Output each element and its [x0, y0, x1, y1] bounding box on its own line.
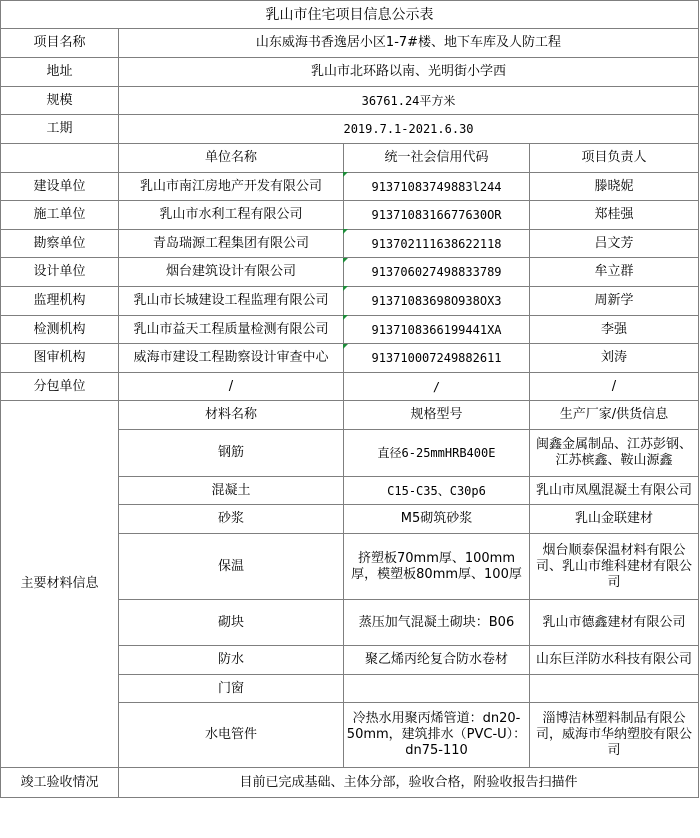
unit-manager: 李强: [530, 316, 699, 344]
completion-value: 目前已完成基础、主体分部，验收合格，附验收报告扫描件: [119, 768, 699, 798]
material-spec: 挤塑板70mm厚、100mm厚，模塑板80mm厚、100厚: [344, 534, 530, 600]
unit-name: 乳山市水利工程有限公司: [119, 201, 344, 230]
unit-role: 分包单位: [1, 373, 119, 401]
material-name: 钢筋: [119, 430, 344, 477]
materials-header-row: [1, 401, 699, 430]
cell-marker: [343, 315, 348, 320]
material-name: 混凝土: [119, 477, 344, 505]
address-value: 乳山市北环路以南、光明街小学西: [119, 58, 699, 87]
sheet-title: 乳山市住宅项目信息公示表: [1, 1, 699, 29]
material-spec: M5砌筑砂浆: [344, 505, 530, 534]
unit-name: 乳山市益天工程质量检测有限公司: [119, 316, 344, 344]
unit-name: 青岛瑞源工程集团有限公司: [119, 230, 344, 258]
unit-name: /: [119, 373, 344, 401]
material-supplier: 淄博洁林塑料制品有限公司，威海市华纳塑胶有限公司: [530, 703, 699, 768]
address-label: 地址: [1, 58, 119, 87]
cell-marker: [343, 344, 348, 349]
unit-row: [1, 230, 699, 258]
period-value: 2019.7.1-2021.6.30: [119, 115, 699, 144]
material-spec-header: 规格型号: [344, 401, 530, 430]
project-name-label: 项目名称: [1, 29, 119, 58]
unit-credit-code: 913710007249882611: [344, 344, 530, 373]
material-supplier: 乳山市凤凰混凝土有限公司: [530, 477, 699, 505]
unit-role: 勘察单位: [1, 230, 119, 258]
material-spec: C15-C35、C30p6: [344, 477, 530, 505]
unit-manager: 吕文芳: [530, 230, 699, 258]
material-name: 砌块: [119, 600, 344, 646]
unit-role: 设计单位: [1, 258, 119, 287]
material-supplier: 山东巨洋防水科技有限公司: [530, 646, 699, 675]
material-name: 保温: [119, 534, 344, 600]
project-name-row: [1, 29, 699, 58]
credit-code-header: 统一社会信用代码: [344, 144, 530, 173]
unit-row: [1, 344, 699, 373]
material-name-header: 材料名称: [119, 401, 344, 430]
material-spec: 蒸压加气混凝土砌块：B06: [344, 600, 530, 646]
materials-section-label: 主要材料信息: [1, 401, 119, 768]
material-spec: 冷热水用聚丙烯管道：dn20-50mm，建筑排水（PVC-U）：dn75-110: [344, 703, 530, 768]
unit-manager: 周新学: [530, 287, 699, 316]
cell-marker: [343, 258, 348, 263]
units-header-blank: [1, 144, 119, 173]
material-supplier: 烟台顺泰保温材料有限公司、乳山市维科建材有限公司: [530, 534, 699, 600]
unit-credit-code: 9137108316677630OR: [344, 201, 530, 230]
material-supplier: 闽鑫金属制品、江苏彭钢、江苏槟鑫、鞍山源鑫: [530, 430, 699, 477]
unit-credit-code: 913702111638622118: [344, 230, 530, 258]
unit-manager: /: [530, 373, 699, 401]
material-name: 砂浆: [119, 505, 344, 534]
scale-value: 36761.24平方米: [119, 87, 699, 115]
cell-marker: [343, 172, 348, 177]
unit-manager: 郑桂强: [530, 201, 699, 230]
unit-manager: 滕晓妮: [530, 173, 699, 201]
material-spec: [344, 675, 530, 703]
project-name-value: 山东威海书香逸居小区1-7#楼、地下车库及人防工程: [119, 29, 699, 58]
unit-name-header: 单位名称: [119, 144, 344, 173]
completion-label: 竣工验收情况: [1, 768, 119, 798]
material-supplier: 乳山市德鑫建材有限公司: [530, 600, 699, 646]
unit-role: 检测机构: [1, 316, 119, 344]
unit-row: [1, 316, 699, 344]
unit-role: 建设单位: [1, 173, 119, 201]
cell-marker: [343, 229, 348, 234]
unit-row: [1, 201, 699, 230]
unit-name: 烟台建筑设计有限公司: [119, 258, 344, 287]
unit-row: [1, 373, 699, 401]
unit-role: 监理机构: [1, 287, 119, 316]
unit-role: 施工单位: [1, 201, 119, 230]
material-supplier-header: 生产厂家/供货信息: [530, 401, 699, 430]
title-row: [1, 1, 699, 29]
material-supplier: [530, 675, 699, 703]
unit-row: [1, 258, 699, 287]
unit-role: 图审机构: [1, 344, 119, 373]
unit-credit-code: 91371083749883l244: [344, 173, 530, 201]
unit-credit-code: 913706027498833789: [344, 258, 530, 287]
unit-credit-code: /: [344, 373, 530, 401]
unit-name: 威海市建设工程勘察设计审查中心: [119, 344, 344, 373]
material-spec: 聚乙烯丙纶复合防水卷材: [344, 646, 530, 675]
unit-credit-code: 9137108366199441XA: [344, 316, 530, 344]
material-spec: 直径6-25mmHRB400E: [344, 430, 530, 477]
units-header-row: [1, 144, 699, 173]
period-label: 工期: [1, 115, 119, 144]
unit-manager: 牟立群: [530, 258, 699, 287]
scale-row: [1, 87, 699, 115]
unit-manager: 刘涛: [530, 344, 699, 373]
address-row: [1, 58, 699, 87]
scale-label: 规模: [1, 87, 119, 115]
material-name: 防水: [119, 646, 344, 675]
unit-row: [1, 173, 699, 201]
unit-name: 乳山市南江房地产开发有限公司: [119, 173, 344, 201]
material-supplier: 乳山金联建材: [530, 505, 699, 534]
manager-header: 项目负责人: [530, 144, 699, 173]
cell-marker: [343, 286, 348, 291]
completion-row: [1, 768, 699, 798]
unit-name: 乳山市长城建设工程监理有限公司: [119, 287, 344, 316]
unit-row: [1, 287, 699, 316]
period-row: [1, 115, 699, 144]
material-name: 水电管件: [119, 703, 344, 768]
unit-credit-code: 91371083698O938OX3: [344, 287, 530, 316]
material-name: 门窗: [119, 675, 344, 703]
